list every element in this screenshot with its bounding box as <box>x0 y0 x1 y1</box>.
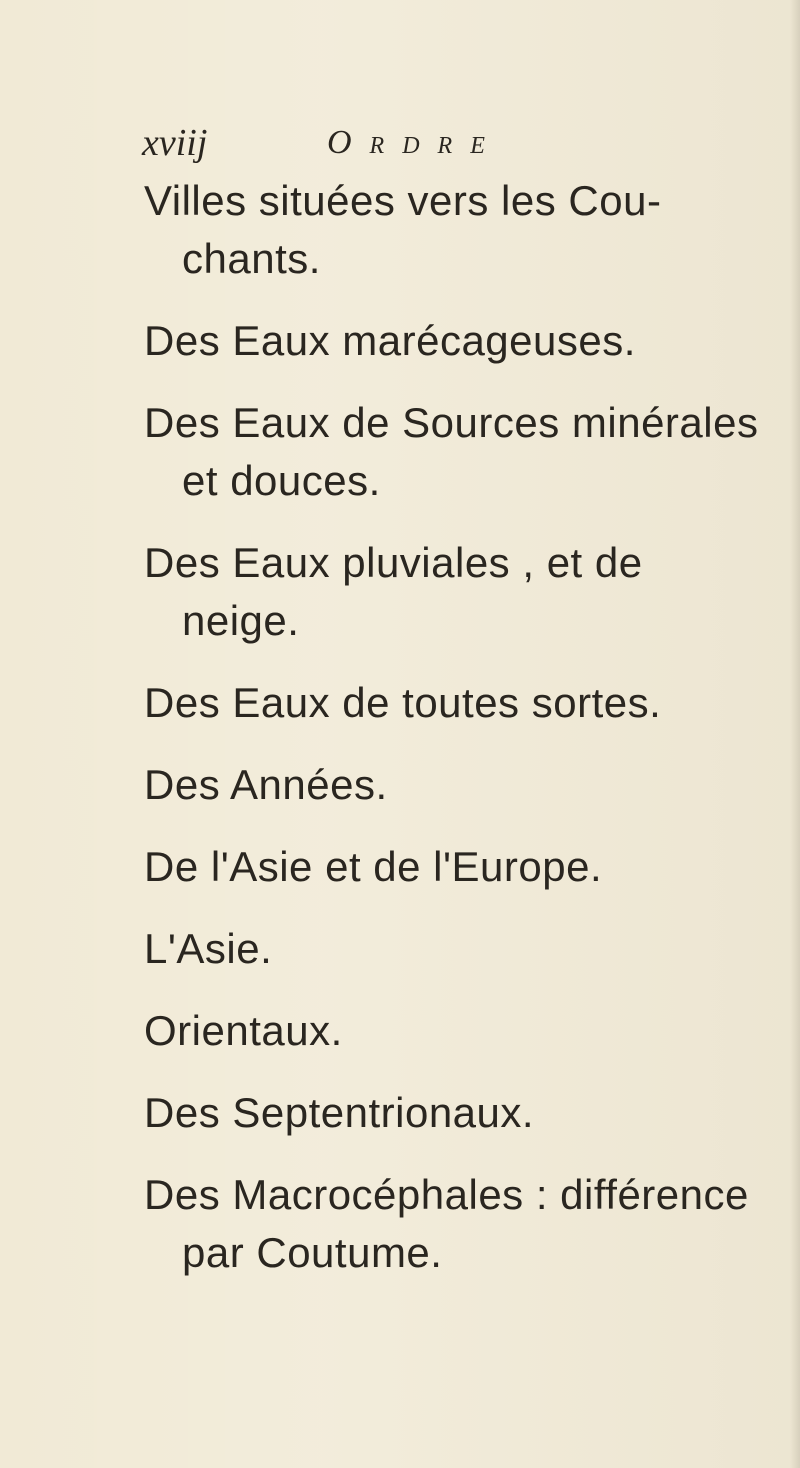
entry-line-continued: et douces. <box>182 457 381 504</box>
table-of-contents-list <box>144 172 784 1306</box>
entry-line-continued: chants. <box>182 235 321 282</box>
entry-line-continued: neige. <box>182 597 300 644</box>
running-title: Ordre <box>327 124 503 161</box>
page-header <box>142 118 662 168</box>
list-item <box>144 756 784 814</box>
entry-line: Des Eaux de Sources minérales <box>144 399 759 446</box>
list-item <box>144 920 784 978</box>
list-item <box>144 1084 784 1142</box>
list-item <box>144 1166 784 1282</box>
list-item <box>144 1002 784 1060</box>
entry-line: Villes situées vers les Cou- <box>144 177 662 224</box>
list-item <box>144 312 784 370</box>
list-item <box>144 394 784 510</box>
entry-line: Des Macrocéphales : différence <box>144 1171 749 1218</box>
entry-line: De l'Asie et de l'Europe. <box>144 843 603 890</box>
entry-line: L'Asie. <box>144 925 273 972</box>
list-item <box>144 534 784 650</box>
entry-line: Des Années. <box>144 761 388 808</box>
page-number: xviij <box>142 122 208 164</box>
list-item <box>144 674 784 732</box>
entry-line-continued: par Coutume. <box>182 1229 443 1276</box>
entry-line: Des Eaux pluviales , et de <box>144 539 643 586</box>
page-edge-shadow <box>790 0 800 1468</box>
entry-line: Orientaux. <box>144 1007 343 1054</box>
list-item <box>144 838 784 896</box>
entry-line: Des Eaux marécageuses. <box>144 317 636 364</box>
entry-line: Des Septentrionaux. <box>144 1089 535 1136</box>
list-item <box>144 172 784 288</box>
entry-line: Des Eaux de toutes sortes. <box>144 679 662 726</box>
